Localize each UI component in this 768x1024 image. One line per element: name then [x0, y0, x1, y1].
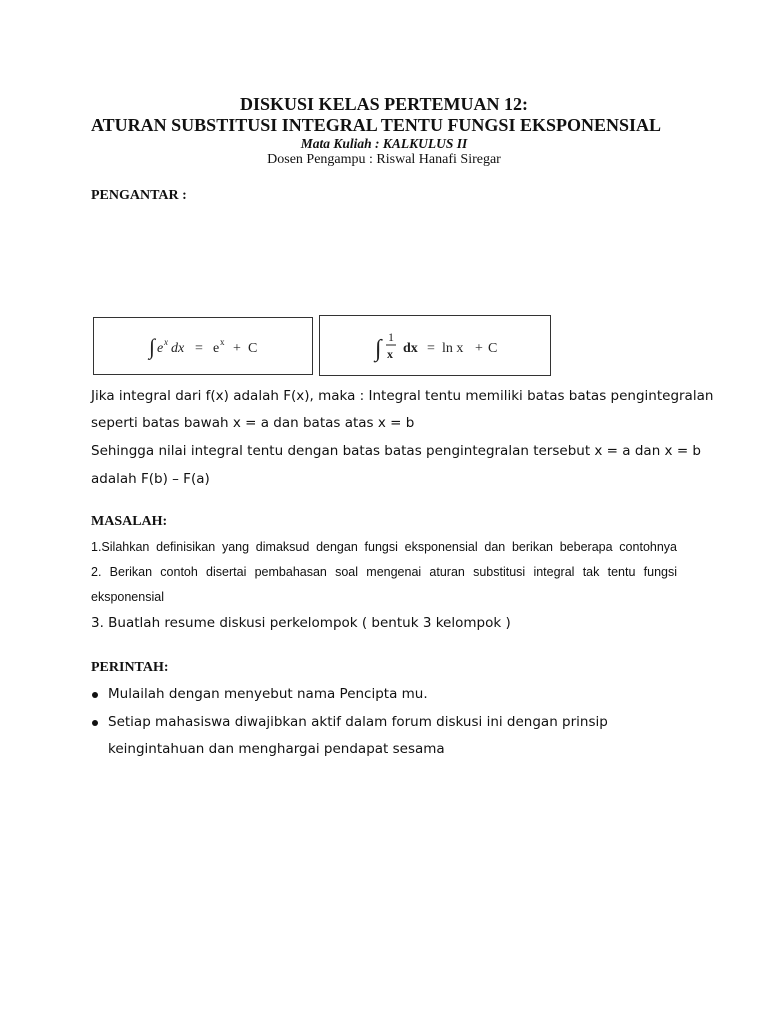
- fraction-denominator: x: [387, 347, 393, 361]
- differential: dx: [403, 341, 418, 356]
- bullet-icon: [91, 691, 101, 701]
- intro-paragraph-line-2: seperti batas bawah x = a dan batas atas x = b: [91, 415, 415, 431]
- formula-exponential: [94, 318, 312, 374]
- title-line-2: ATURAN SUBSTITUSI INTEGRAL TENTU FUNGSI EKSPONENSIAL: [91, 115, 661, 135]
- equals-sign: =: [195, 341, 203, 356]
- constant: C: [248, 341, 258, 356]
- integral-sign: ∫: [149, 334, 156, 359]
- formula-box-exponential: [93, 317, 313, 375]
- intro-paragraph-line-1: Jika integral dari f(x) adalah F(x), maka : Integral tentu memiliki batas batas pengintegralan: [91, 388, 714, 404]
- intro-paragraph-line-4: adalah F(b) – F(a): [91, 471, 210, 487]
- problem-item-2-line-1: 2. Berikan contoh disertai pembahasan soal mengenai aturan substitusi integral tak tentu fungsi: [91, 565, 677, 579]
- integrand-base: e: [157, 341, 164, 356]
- natural-log: ln x: [442, 341, 464, 356]
- command-bullet-2-line-1: Setiap mahasiswa diwajibkan aktif dalam forum diskusi ini dengan prinsip: [108, 714, 608, 730]
- plus-sign: +: [475, 341, 483, 356]
- integrand-exponent: x: [164, 337, 168, 347]
- command-bullet-2-line-2: keingintahuan dan menghargai pendapat sesama: [108, 741, 445, 757]
- problem-item-3: 3. Buatlah resume diskusi perkelompok ( bentuk 3 kelompok ): [91, 615, 511, 631]
- problem-item-1: 1.Silahkan definisikan yang dimaksud dengan fungsi eksponensial dan berikan beberapa contohnya: [91, 540, 677, 554]
- title-line-1: DISKUSI KELAS PERTEMUAN 12:: [240, 94, 528, 114]
- equals-sign: =: [427, 341, 435, 356]
- differential: dx: [171, 341, 185, 356]
- problem-item-2-line-2: eksponensial: [91, 590, 164, 604]
- formula-box-reciprocal: [319, 315, 551, 376]
- fraction-numerator: 1: [388, 330, 394, 344]
- integral-sign: ∫: [375, 336, 382, 362]
- intro-heading: PENGANTAR :: [91, 188, 187, 203]
- course-name: Mata Kuliah : KALKULUS II: [300, 136, 468, 151]
- result-base: e: [213, 341, 220, 356]
- formula-reciprocal: [320, 316, 550, 375]
- command-heading: PERINTAH:: [91, 660, 169, 675]
- intro-paragraph-line-3: Sehingga nilai integral tentu dengan batas batas pengintegralan tersebut x = a dan x = b: [91, 443, 701, 459]
- constant: C: [488, 341, 498, 356]
- plus-sign: +: [233, 341, 241, 356]
- lecturer-name: Dosen Pengampu : Riswal Hanafi Siregar: [267, 152, 501, 167]
- command-bullet-1: Mulailah dengan menyebut nama Pencipta mu.: [108, 686, 428, 702]
- bullet-icon: [91, 719, 101, 729]
- problem-heading: MASALAH:: [91, 514, 168, 529]
- result-exponent: x: [220, 337, 225, 347]
